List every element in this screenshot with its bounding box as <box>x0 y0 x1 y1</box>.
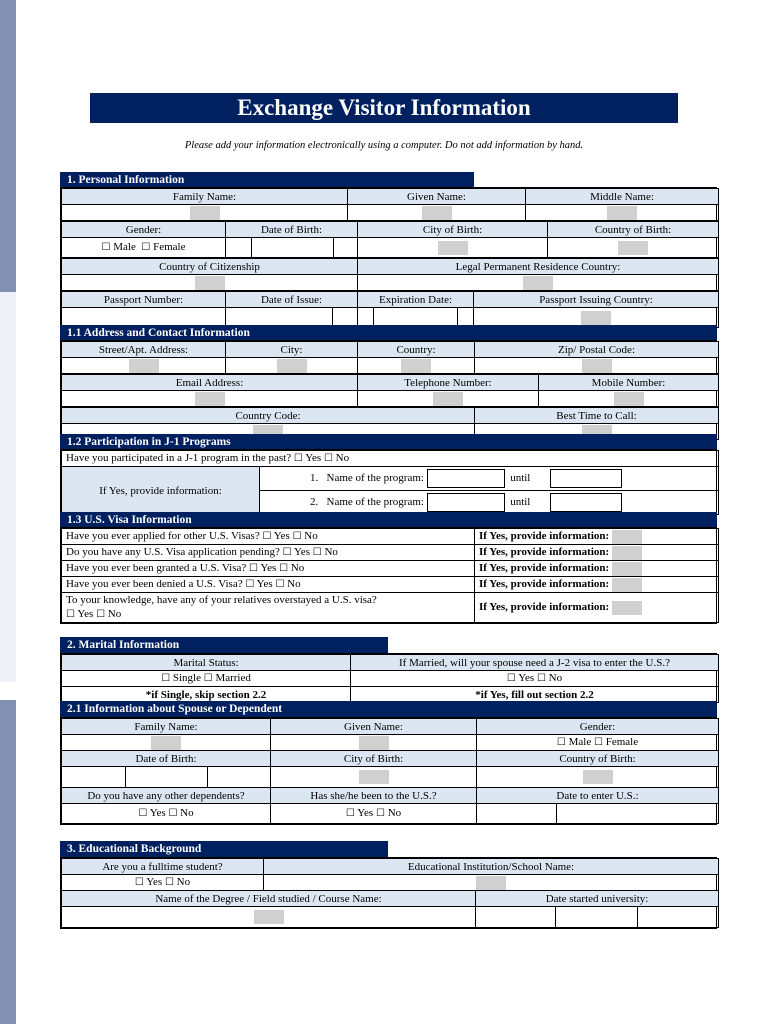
email-label: Email Address: <box>62 375 358 391</box>
female-checkbox[interactable]: ☐ <box>141 242 151 253</box>
spouse-dependent-section <box>60 717 717 825</box>
yes-checkbox[interactable]: ☐ <box>282 547 292 558</box>
female-label: Female <box>153 241 186 253</box>
street-address-label: Street/Apt. Address: <box>62 342 226 358</box>
j1-if-yes-label: If Yes, provide information: <box>62 467 260 515</box>
spouse-visa-question: If Married, will your spouse need a J-2 visa to enter the U.S.? <box>351 655 719 671</box>
answer-field[interactable] <box>612 578 642 592</box>
yes-label: Yes <box>305 452 322 464</box>
answer-field[interactable] <box>612 546 642 560</box>
j1-no-checkbox[interactable]: ☐ <box>323 453 333 464</box>
instruction-note: Please add your information electronically using a computer. Do not add information by hand. <box>184 140 584 151</box>
spouse-dob-label: Date of Birth: <box>62 751 271 767</box>
city-of-birth-label: City of Birth: <box>358 222 548 238</box>
street-address-field[interactable] <box>62 358 226 374</box>
section-1-1-header: 1.1 Address and Contact Information <box>60 325 717 341</box>
program-name-label: Name of the program: <box>326 472 424 484</box>
yes-checkbox[interactable]: ☐ <box>249 563 258 574</box>
until-label: until <box>510 496 531 508</box>
spouse-city-of-birth-label: City of Birth: <box>271 751 477 767</box>
yes-label: Yes <box>149 807 166 819</box>
section-1-3-header: 1.3 U.S. Visa Information <box>60 512 717 528</box>
visa-answer-1 <box>475 529 719 545</box>
family-name-label: Family Name: <box>62 189 348 205</box>
program-name-field[interactable] <box>427 469 505 488</box>
program-number: 1. <box>310 472 319 484</box>
spouse-dob-month-field[interactable] <box>126 767 208 788</box>
zip-code-label: Zip/ Postal Code: <box>475 342 719 358</box>
spouse-visa-options <box>351 671 719 687</box>
no-label: No <box>387 807 402 819</box>
school-name-label: Educational Institution/School Name: <box>264 859 719 875</box>
zip-code-field[interactable] <box>475 358 719 374</box>
telephone-label: Telephone Number: <box>358 375 539 391</box>
no-checkbox[interactable]: ☐ <box>375 808 385 819</box>
residence-country-field[interactable] <box>358 275 719 291</box>
yes-checkbox[interactable]: ☐ <box>262 531 272 542</box>
other-dependents-label: Do you have any other dependents? <box>62 788 271 804</box>
visa-question-5 <box>62 593 475 623</box>
if-yes-label: If Yes, provide information: <box>479 562 610 575</box>
issuing-country-label: Passport Issuing Country: <box>474 292 719 308</box>
been-to-us-label: Has she/he been to the U.S.? <box>271 788 477 804</box>
no-checkbox[interactable]: ☐ <box>292 531 302 542</box>
email-field[interactable] <box>62 391 358 407</box>
yes-label: Yes <box>77 608 94 620</box>
visa-question-4 <box>62 577 475 593</box>
section-2-1-header: 2.1 Information about Spouse or Dependent <box>60 701 717 717</box>
question-text: To your knowledge, have any of your relatives overstayed a U.S. visa? <box>66 594 377 606</box>
fulltime-student-label: Are you a fulltime student? <box>62 859 264 875</box>
given-name-field[interactable] <box>348 205 526 221</box>
fill-note: *if Yes, fill out section 2.2 <box>351 687 719 703</box>
country-code-label: Country Code: <box>62 408 475 424</box>
sidebar-accent-bottom <box>0 700 16 1024</box>
male-label: Male <box>568 736 592 748</box>
country-of-citizenship-label: Country of Citizenship <box>62 259 358 275</box>
telephone-field[interactable] <box>358 391 539 407</box>
yes-label: Yes <box>357 807 374 819</box>
j1-yes-checkbox[interactable]: ☐ <box>293 453 303 464</box>
female-label: Female <box>605 736 639 748</box>
middle-name-label: Middle Name: <box>526 189 719 205</box>
no-checkbox[interactable]: ☐ <box>312 547 322 558</box>
if-yes-label: If Yes, provide information: <box>479 546 610 559</box>
section-1-header: 1. Personal Information <box>60 172 474 188</box>
dob-month-field[interactable] <box>252 238 334 258</box>
family-name-field[interactable] <box>62 205 348 221</box>
spouse-dob-year-field[interactable] <box>208 767 271 788</box>
yes-label: Yes <box>256 578 273 590</box>
best-time-label: Best Time to Call: <box>475 408 719 424</box>
visa-answer-3 <box>475 561 719 577</box>
visa-question-3 <box>62 561 475 577</box>
yes-checkbox[interactable]: ☐ <box>66 609 75 620</box>
date-started-day-field[interactable] <box>476 907 556 928</box>
marital-status-label: Marital Status: <box>62 655 351 671</box>
country-of-citizenship-field[interactable] <box>62 275 358 291</box>
married-checkbox[interactable]: ☐ <box>203 673 213 684</box>
no-checkbox[interactable]: ☐ <box>536 673 546 684</box>
spouse-gender-label: Gender: <box>477 719 719 735</box>
no-label: No <box>180 807 194 819</box>
spouse-family-name-label: Family Name: <box>62 719 271 735</box>
date-to-enter-label: Date to enter U.S.: <box>477 788 719 804</box>
section-2-header: 2. Marital Information <box>60 637 388 653</box>
city-of-birth-field[interactable] <box>358 238 548 258</box>
program-name-field[interactable] <box>427 493 505 512</box>
answer-field[interactable] <box>612 530 642 544</box>
no-label: No <box>290 562 305 574</box>
yes-checkbox[interactable]: ☐ <box>138 808 148 819</box>
visa-answer-4 <box>475 577 719 593</box>
degree-field[interactable] <box>62 907 476 928</box>
yes-label: Yes <box>260 562 277 574</box>
no-checkbox[interactable]: ☐ <box>275 579 285 590</box>
question-text: Do you have any U.S. Visa application pending? <box>66 546 280 558</box>
question-text: Have you ever been granted a U.S. Visa? <box>66 562 247 574</box>
mobile-label: Mobile Number: <box>539 375 719 391</box>
yes-label: Yes <box>146 876 163 888</box>
no-label: No <box>335 452 350 464</box>
yes-checkbox[interactable]: ☐ <box>506 673 516 684</box>
j1-question: Have you participated in a J-1 program in the past? <box>66 452 292 464</box>
program-row-1 <box>260 467 718 491</box>
dob-day-field[interactable] <box>226 238 252 258</box>
no-checkbox[interactable]: ☐ <box>168 808 178 819</box>
male-checkbox[interactable]: ☐ <box>556 737 566 748</box>
no-label: No <box>324 546 338 558</box>
section-3-header: 3. Educational Background <box>60 841 388 857</box>
country-of-birth-label: Country of Birth: <box>548 222 719 238</box>
spouse-given-name-field[interactable] <box>271 735 477 751</box>
passport-number-label: Passport Number: <box>62 292 226 308</box>
j1-participation-section <box>60 449 717 516</box>
until-label: until <box>510 472 531 484</box>
gender-options <box>62 238 226 258</box>
male-checkbox[interactable]: ☐ <box>101 242 111 253</box>
fulltime-student-options <box>62 875 264 891</box>
middle-name-field[interactable] <box>526 205 719 221</box>
single-label: Single <box>172 672 201 684</box>
program-name-label: Name of the program: <box>326 496 424 508</box>
given-name-label: Given Name: <box>348 189 526 205</box>
single-checkbox[interactable]: ☐ <box>161 673 171 684</box>
spouse-dob-day-field[interactable] <box>62 767 126 788</box>
other-dependents-options <box>62 804 271 824</box>
country-label: Country: <box>358 342 475 358</box>
program-row-2 <box>260 491 718 514</box>
marital-status-options <box>62 671 351 687</box>
male-label: Male <box>113 241 136 253</box>
program-until-field[interactable] <box>550 469 622 488</box>
if-yes-label: If Yes, provide information: <box>479 601 610 614</box>
no-label: No <box>304 530 318 542</box>
skip-note: *if Single, skip section 2.2 <box>62 687 351 703</box>
country-field[interactable] <box>358 358 475 374</box>
dob-year-field[interactable] <box>334 238 358 258</box>
spouse-family-name-field[interactable] <box>62 735 271 751</box>
if-yes-label: If Yes, provide information: <box>479 530 610 543</box>
yes-checkbox[interactable]: ☐ <box>245 579 255 590</box>
visa-question-2 <box>62 545 475 561</box>
visa-question-1 <box>62 529 475 545</box>
residence-country-label: Legal Permanent Residence Country: <box>358 259 719 275</box>
city-field[interactable] <box>226 358 358 374</box>
no-label: No <box>287 578 301 590</box>
date-to-enter-field-2[interactable] <box>557 804 719 824</box>
date-of-birth-label: Date of Birth: <box>226 222 358 238</box>
no-checkbox[interactable]: ☐ <box>164 877 174 888</box>
visa-information-section <box>60 527 717 624</box>
no-label: No <box>548 672 563 684</box>
visa-answer-2 <box>475 545 719 561</box>
answer-field[interactable] <box>612 601 642 615</box>
spouse-city-of-birth-field[interactable] <box>271 767 477 788</box>
city-label: City: <box>226 342 358 358</box>
expiration-date-label: Expiration Date: <box>358 292 474 308</box>
program-until-field[interactable] <box>550 493 622 512</box>
question-text: Have you ever been denied a U.S. Visa? <box>66 578 243 590</box>
if-yes-label: If Yes, provide information: <box>479 578 610 591</box>
question-text: Have you ever applied for other U.S. Visas? <box>66 530 260 542</box>
page-title: Exchange Visitor Information <box>90 93 678 123</box>
spouse-country-of-birth-label: Country of Birth: <box>477 751 719 767</box>
section-1-2-header: 1.2 Participation in J-1 Programs <box>60 434 717 450</box>
address-contact-section <box>60 340 717 441</box>
yes-label: Yes <box>293 546 310 558</box>
yes-label: Yes <box>273 530 290 542</box>
educational-background-section <box>60 857 717 929</box>
j1-question-row <box>62 451 719 467</box>
program-entries <box>260 467 719 515</box>
country-of-birth-field[interactable] <box>548 238 719 258</box>
yes-label: Yes <box>518 672 535 684</box>
degree-label: Name of the Degree / Field studied / Course Name: <box>62 891 476 907</box>
visa-answer-5 <box>475 593 719 623</box>
date-of-issue-label: Date of Issue: <box>226 292 358 308</box>
personal-information-section <box>60 187 717 329</box>
been-to-us-options <box>271 804 477 824</box>
spouse-given-name-label: Given Name: <box>271 719 477 735</box>
spouse-country-of-birth-field[interactable] <box>477 767 719 788</box>
date-started-year-field[interactable] <box>638 907 719 928</box>
yes-checkbox[interactable]: ☐ <box>134 877 144 888</box>
no-checkbox[interactable]: ☐ <box>279 563 289 574</box>
no-label: No <box>107 608 122 620</box>
no-label: No <box>176 876 191 888</box>
date-to-enter-field[interactable] <box>477 804 557 824</box>
spouse-gender-options <box>477 735 719 751</box>
gender-label: Gender: <box>62 222 226 238</box>
answer-field[interactable] <box>612 562 642 576</box>
program-number: 2. <box>310 496 319 508</box>
yes-checkbox[interactable]: ☐ <box>345 808 355 819</box>
mobile-field[interactable] <box>539 391 719 407</box>
marital-information-section <box>60 653 717 704</box>
date-started-month-field[interactable] <box>556 907 638 928</box>
date-started-label: Date started university: <box>476 891 719 907</box>
married-label: Married <box>215 672 251 684</box>
female-checkbox[interactable]: ☐ <box>594 737 603 748</box>
sidebar-accent-middle <box>0 292 16 682</box>
no-checkbox[interactable]: ☐ <box>96 609 106 620</box>
school-name-field[interactable] <box>264 875 719 891</box>
